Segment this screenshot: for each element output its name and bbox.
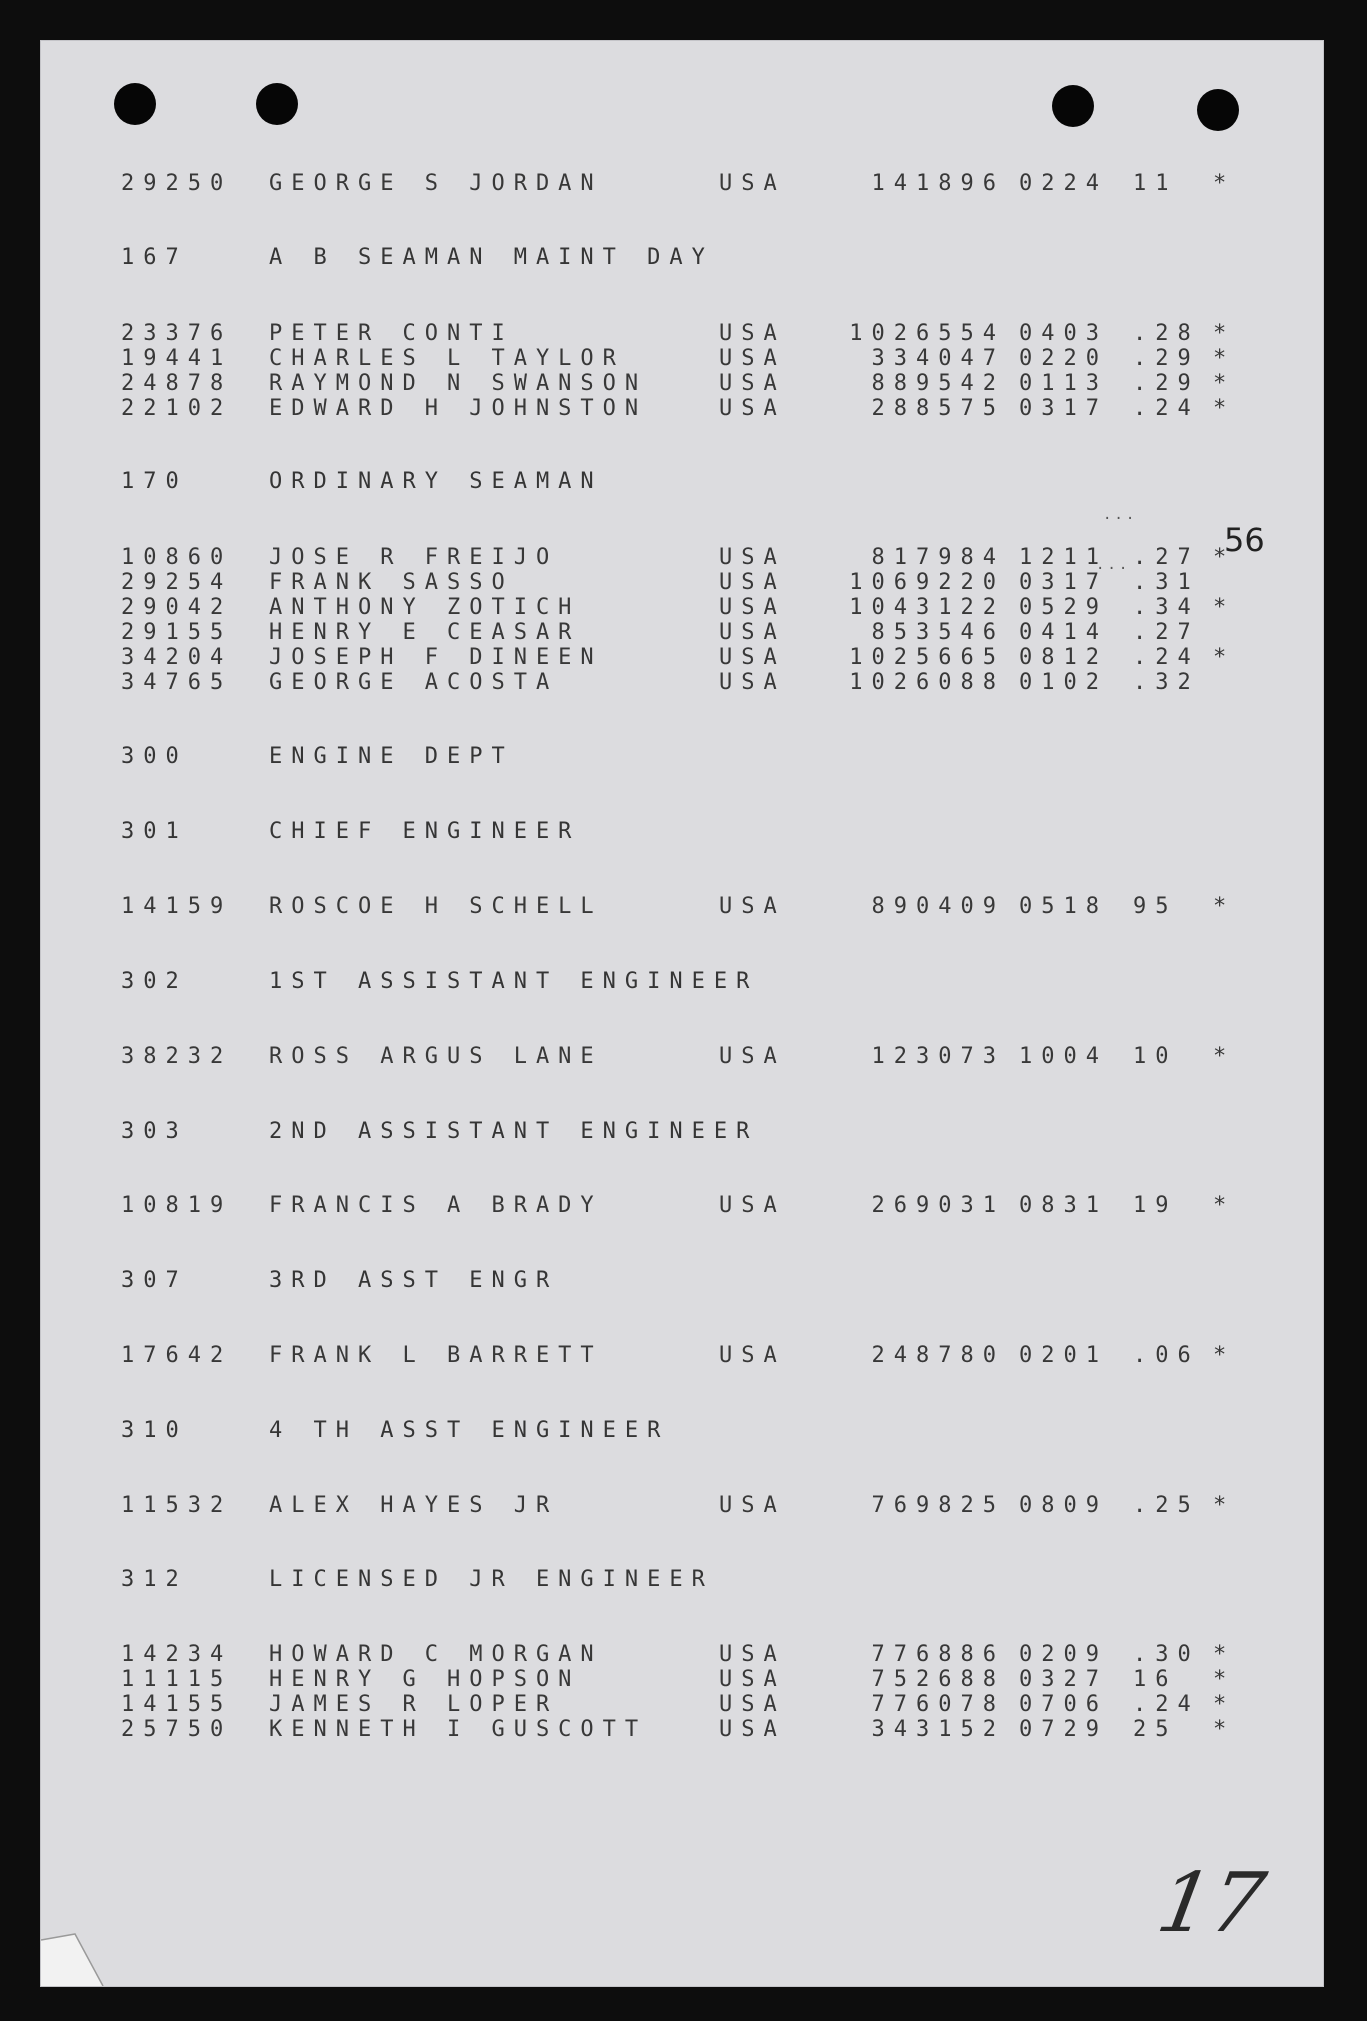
crew-number: 334047 bbox=[871, 346, 1005, 371]
crew-country: USA bbox=[719, 1343, 786, 1368]
crew-name: ALEX HAYES JR bbox=[269, 1493, 559, 1518]
crew-rate: .24 bbox=[1133, 1692, 1200, 1717]
crew-rate: .28 bbox=[1133, 321, 1200, 346]
crew-number: 890409 bbox=[871, 894, 1005, 919]
crew-country: USA bbox=[719, 1193, 786, 1218]
department-code: 303 bbox=[121, 1119, 188, 1144]
crew-row bbox=[41, 894, 1323, 920]
crew-row bbox=[41, 595, 1323, 621]
crew-name: FRANK L BARRETT bbox=[269, 1343, 603, 1368]
department-heading bbox=[41, 1418, 1323, 1444]
crew-row bbox=[41, 545, 1323, 571]
crew-rate: 16 bbox=[1133, 1667, 1178, 1692]
crew-row bbox=[41, 1044, 1323, 1070]
crew-name: FRANCIS A BRADY bbox=[269, 1193, 603, 1218]
crew-code: 25750 bbox=[121, 1717, 233, 1742]
crew-name: GEORGE ACOSTA bbox=[269, 670, 559, 695]
crew-name: CHARLES L TAYLOR bbox=[269, 346, 625, 371]
department-code: 312 bbox=[121, 1567, 188, 1592]
crew-code: 11532 bbox=[121, 1493, 233, 1518]
crew-code: 14234 bbox=[121, 1642, 233, 1667]
department-code: 170 bbox=[121, 469, 188, 494]
crew-country: USA bbox=[719, 171, 786, 196]
department-heading bbox=[41, 1567, 1323, 1593]
crew-rate: .06 bbox=[1133, 1343, 1200, 1368]
folded-corner bbox=[41, 1926, 121, 1986]
crew-country: USA bbox=[719, 595, 786, 620]
department-code: 301 bbox=[121, 819, 188, 844]
crew-date: 0812 bbox=[1019, 645, 1108, 670]
crew-mark: * bbox=[1213, 1717, 1236, 1742]
crew-code: 10860 bbox=[121, 545, 233, 570]
crew-code: 38232 bbox=[121, 1044, 233, 1069]
crew-date: 0224 bbox=[1019, 171, 1108, 196]
margin-dots: ... bbox=[1103, 507, 1138, 523]
crew-mark: * bbox=[1213, 1642, 1236, 1667]
crew-row bbox=[41, 371, 1323, 397]
department-title: LICENSED JR ENGINEER bbox=[269, 1567, 714, 1592]
department-title: 3RD ASST ENGR bbox=[269, 1268, 559, 1293]
department-heading bbox=[41, 969, 1323, 995]
crew-code: 22102 bbox=[121, 396, 233, 421]
crew-name: HENRY E CEASAR bbox=[269, 620, 581, 645]
department-title: A B SEAMAN MAINT DAY bbox=[269, 245, 714, 270]
crew-name: HOWARD C MORGAN bbox=[269, 1642, 603, 1667]
crew-rate: .29 bbox=[1133, 346, 1200, 371]
crew-mark: * bbox=[1213, 894, 1236, 919]
crew-code: 23376 bbox=[121, 321, 233, 346]
crew-code: 29250 bbox=[121, 171, 233, 196]
crew-country: USA bbox=[719, 371, 786, 396]
crew-country: USA bbox=[719, 645, 786, 670]
crew-rate: .27 bbox=[1133, 620, 1200, 645]
department-heading bbox=[41, 1119, 1323, 1145]
crew-code: 29254 bbox=[121, 570, 233, 595]
crew-rate: .25 bbox=[1133, 1493, 1200, 1518]
crew-mark: * bbox=[1213, 595, 1236, 620]
punch-hole bbox=[1052, 85, 1094, 127]
crew-rate: .29 bbox=[1133, 371, 1200, 396]
crew-row bbox=[41, 670, 1323, 696]
department-heading bbox=[41, 469, 1323, 495]
crew-number: 889542 bbox=[871, 371, 1005, 396]
crew-number: 1025665 bbox=[849, 645, 1005, 670]
crew-date: 0201 bbox=[1019, 1343, 1108, 1368]
crew-rate: 19 bbox=[1133, 1193, 1178, 1218]
crew-number: 1026088 bbox=[849, 670, 1005, 695]
crew-row bbox=[41, 396, 1323, 422]
crew-number: 1069220 bbox=[849, 570, 1005, 595]
crew-rate: .34 bbox=[1133, 595, 1200, 620]
crew-number: 288575 bbox=[871, 396, 1005, 421]
crew-number: 1026554 bbox=[849, 321, 1005, 346]
crew-country: USA bbox=[719, 346, 786, 371]
department-code: 310 bbox=[121, 1418, 188, 1443]
crew-name: JOSE R FREIJO bbox=[269, 545, 559, 570]
crew-number: 343152 bbox=[871, 1717, 1005, 1742]
crew-name: FRANK SASSO bbox=[269, 570, 514, 595]
department-heading bbox=[41, 819, 1323, 845]
crew-country: USA bbox=[719, 396, 786, 421]
margin-note: 56 bbox=[1224, 521, 1265, 559]
crew-code: 19441 bbox=[121, 346, 233, 371]
crew-mark: * bbox=[1213, 396, 1236, 421]
crew-mark: * bbox=[1213, 346, 1236, 371]
crew-code: 11115 bbox=[121, 1667, 233, 1692]
department-code: 307 bbox=[121, 1268, 188, 1293]
crew-country: USA bbox=[719, 1692, 786, 1717]
crew-row bbox=[41, 346, 1323, 372]
crew-rate: .31 bbox=[1133, 570, 1200, 595]
crew-row bbox=[41, 570, 1323, 596]
crew-mark: * bbox=[1213, 1193, 1236, 1218]
punch-hole bbox=[1197, 89, 1239, 131]
crew-rate: 95 bbox=[1133, 894, 1178, 919]
page-number: 17 bbox=[1150, 1856, 1272, 1951]
department-code: 300 bbox=[121, 744, 188, 769]
crew-name: GEORGE S JORDAN bbox=[269, 171, 603, 196]
crew-rate: .27 bbox=[1133, 545, 1200, 570]
crew-number: 776078 bbox=[871, 1692, 1005, 1717]
crew-number: 853546 bbox=[871, 620, 1005, 645]
crew-name: KENNETH I GUSCOTT bbox=[269, 1717, 648, 1742]
crew-date: 0403 bbox=[1019, 321, 1108, 346]
crew-number: 248780 bbox=[871, 1343, 1005, 1368]
crew-date: 1211 bbox=[1019, 545, 1108, 570]
crew-mark: * bbox=[1213, 171, 1236, 196]
crew-code: 14155 bbox=[121, 1692, 233, 1717]
crew-date: 0317 bbox=[1019, 396, 1108, 421]
crew-mark: * bbox=[1213, 371, 1236, 396]
crew-code: 17642 bbox=[121, 1343, 233, 1368]
crew-row bbox=[41, 1692, 1323, 1718]
crew-rate: 25 bbox=[1133, 1717, 1178, 1742]
crew-row bbox=[41, 645, 1323, 671]
crew-row bbox=[41, 1717, 1323, 1743]
crew-row bbox=[41, 1343, 1323, 1369]
crew-country: USA bbox=[719, 1044, 786, 1069]
crew-row bbox=[41, 171, 1323, 197]
crew-date: 0220 bbox=[1019, 346, 1108, 371]
crew-country: USA bbox=[719, 570, 786, 595]
crew-mark: * bbox=[1213, 1343, 1236, 1368]
crew-name: JOSEPH F DINEEN bbox=[269, 645, 603, 670]
punch-hole bbox=[114, 83, 156, 125]
crew-row bbox=[41, 1642, 1323, 1668]
crew-name: JAMES R LOPER bbox=[269, 1692, 559, 1717]
department-code: 302 bbox=[121, 969, 188, 994]
crew-date: 0327 bbox=[1019, 1667, 1108, 1692]
department-heading bbox=[41, 1268, 1323, 1294]
crew-number: 776886 bbox=[871, 1642, 1005, 1667]
document-page bbox=[40, 40, 1324, 1987]
crew-country: USA bbox=[719, 670, 786, 695]
crew-number: 769825 bbox=[871, 1493, 1005, 1518]
crew-date: 0729 bbox=[1019, 1717, 1108, 1742]
department-title: ENGINE DEPT bbox=[269, 744, 514, 769]
crew-date: 0113 bbox=[1019, 371, 1108, 396]
crew-mark: * bbox=[1213, 1493, 1236, 1518]
crew-country: USA bbox=[719, 545, 786, 570]
crew-date: 1004 bbox=[1019, 1044, 1108, 1069]
crew-number: 269031 bbox=[871, 1193, 1005, 1218]
crew-row bbox=[41, 1193, 1323, 1219]
crew-country: USA bbox=[719, 1717, 786, 1742]
crew-name: ROSCOE H SCHELL bbox=[269, 894, 603, 919]
crew-mark: * bbox=[1213, 321, 1236, 346]
crew-code: 14159 bbox=[121, 894, 233, 919]
crew-row bbox=[41, 1493, 1323, 1519]
crew-country: USA bbox=[719, 321, 786, 346]
department-heading bbox=[41, 744, 1323, 770]
crew-rate: .24 bbox=[1133, 396, 1200, 421]
crew-mark: * bbox=[1213, 545, 1236, 570]
crew-name: HENRY G HOPSON bbox=[269, 1667, 581, 1692]
crew-code: 10819 bbox=[121, 1193, 233, 1218]
crew-date: 0518 bbox=[1019, 894, 1108, 919]
department-title: 1ST ASSISTANT ENGINEER bbox=[269, 969, 759, 994]
crew-code: 34765 bbox=[121, 670, 233, 695]
crew-number: 817984 bbox=[871, 545, 1005, 570]
crew-number: 123073 bbox=[871, 1044, 1005, 1069]
crew-country: USA bbox=[719, 620, 786, 645]
crew-rate: .24 bbox=[1133, 645, 1200, 670]
crew-code: 29155 bbox=[121, 620, 233, 645]
crew-date: 0809 bbox=[1019, 1493, 1108, 1518]
crew-country: USA bbox=[719, 1667, 786, 1692]
crew-code: 34204 bbox=[121, 645, 233, 670]
department-title: 2ND ASSISTANT ENGINEER bbox=[269, 1119, 759, 1144]
crew-date: 0831 bbox=[1019, 1193, 1108, 1218]
crew-date: 0706 bbox=[1019, 1692, 1108, 1717]
department-title: ORDINARY SEAMAN bbox=[269, 469, 603, 494]
margin-dots: ... bbox=[1096, 557, 1131, 573]
crew-date: 0414 bbox=[1019, 620, 1108, 645]
crew-date: 0209 bbox=[1019, 1642, 1108, 1667]
crew-rate: .30 bbox=[1133, 1642, 1200, 1667]
crew-mark: * bbox=[1213, 1667, 1236, 1692]
crew-mark: * bbox=[1213, 645, 1236, 670]
crew-number: 752688 bbox=[871, 1667, 1005, 1692]
department-code: 167 bbox=[121, 245, 188, 270]
crew-code: 29042 bbox=[121, 595, 233, 620]
crew-row bbox=[41, 1667, 1323, 1693]
crew-rate: 10 bbox=[1133, 1044, 1178, 1069]
department-heading bbox=[41, 245, 1323, 271]
crew-rate: 11 bbox=[1133, 171, 1178, 196]
department-title: 4 TH ASST ENGINEER bbox=[269, 1418, 670, 1443]
crew-country: USA bbox=[719, 1642, 786, 1667]
crew-number: 1043122 bbox=[849, 595, 1005, 620]
department-title: CHIEF ENGINEER bbox=[269, 819, 581, 844]
crew-date: 0317 bbox=[1019, 570, 1108, 595]
punch-hole bbox=[256, 83, 298, 125]
crew-name: PETER CONTI bbox=[269, 321, 514, 346]
crew-country: USA bbox=[719, 894, 786, 919]
crew-country: USA bbox=[719, 1493, 786, 1518]
crew-code: 24878 bbox=[121, 371, 233, 396]
crew-rate: .32 bbox=[1133, 670, 1200, 695]
crew-date: 0102 bbox=[1019, 670, 1108, 695]
crew-row bbox=[41, 620, 1323, 646]
crew-date: 0529 bbox=[1019, 595, 1108, 620]
crew-row bbox=[41, 321, 1323, 347]
crew-name: ROSS ARGUS LANE bbox=[269, 1044, 603, 1069]
crew-mark: * bbox=[1213, 1692, 1236, 1717]
crew-name: EDWARD H JOHNSTON bbox=[269, 396, 648, 421]
crew-number: 141896 bbox=[871, 171, 1005, 196]
crew-name: ANTHONY ZOTICH bbox=[269, 595, 581, 620]
crew-mark: * bbox=[1213, 1044, 1236, 1069]
crew-name: RAYMOND N SWANSON bbox=[269, 371, 648, 396]
